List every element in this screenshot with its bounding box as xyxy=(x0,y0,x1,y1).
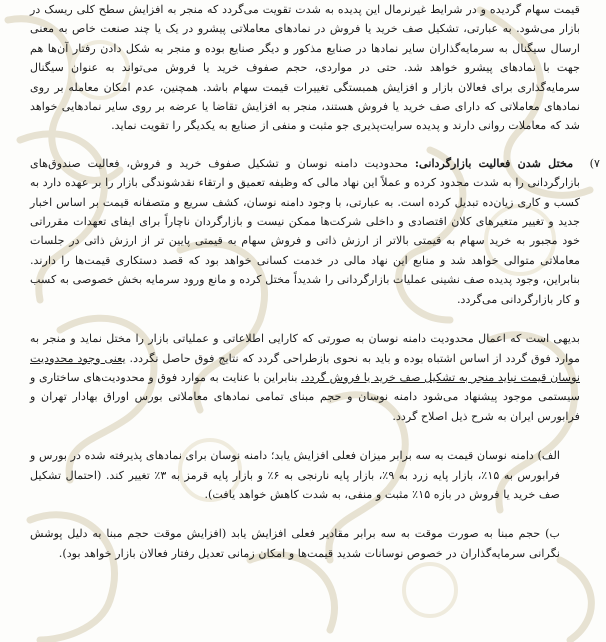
section-b-paragraph: ب) حجم مبنا به صورت موقت به سه برابر مقادیر فعلی افزایش یابد (افزایش موقت حجم مبنا به دلیل پوشش نگرانی سرمایه‌گذاران در خصوص نوسانات شدید قیمت‌ها و امکان زمانی تعدیل رفتار فعالان بازار خواهد بود). xyxy=(30,527,560,560)
conclusion-part-1: بدیهی است که اعمال محدودیت دامنه نوسان به صورتی که کارایی اطلاعاتی و عملیاتی بازار را مختل نماید و منجر به موارد فوق گردد از اساس اشتباه بوده و باید به نحوی بازطراحی گردد که نتایج فوق حاصل نگردد. xyxy=(30,332,580,365)
intro-paragraph: قیمت سهام گردیده و در شرایط غیرنرمال این پدیده به شدت تقویت می‌گردد که منجر به افزایش سطح کلی ریسک در بازار می‌شود. به عبارتی، تشکیل صف خرید یا فروش در نمادهای معاملاتی پیشرو در یک یا چند صنعت خاص به معنی ارسال سیگنال به سرمایه‌گذاران سایر نمادها در صنایع مذکور و دیگر صنایع بوده و منجر به شکل دادن رفتار آن‌ها هم جهت با نمادهای پیشرو خواهد شد. حتی در مواردی، حجم صفوف خرید یا فروش می‌تواند به عنوان سیگنال سرمایه‌گذاری برای فعالان بازار و افزایش همبستگی تغییرات قیمت سهام باشد. همچنین، عدم امکان معامله بر روی نمادهای معاملاتی که دارای صف خرید یا فروش هستند، منجر به افزایش تقاضا یا عرضه بر روی سایر نمادهایی خواهد شد که معاملات روانی دارند و پدیده سرایت‌پذیری جو مثبت و منفی از صنایع به یکدیگر را تقویت نماید. xyxy=(30,3,580,133)
item-7-number: ۷) xyxy=(589,156,600,170)
item-7-body: محدودیت دامنه نوسان و تشکیل صفوف خرید و فروش، فعالیت صندوق‌های بازارگردانی را به شدت محدود کرده و عملاً این نهاد مالی که وظیفه تعمیق و ارتقاء نقدشوندگی بازار را بر عهده دارد به کسب و کاری زیان‌ده تبدیل کرده است. به عبارتی، با وجود دامنه نوسان، کشف سریع و متصفانه قیمت بر اساس اخبار جدید و تغییر متغیرهای کلان اقتصادی و داخلی شرکت‌ها ممکن نیست و بازارگردان ناچاراً برای ایفای تعهدات مقرراتی خود مجبور به خرید سهام به قیمتی بالاتر از ارزش ذاتی و فروش سهام به قیمتی پایین تر از ارزش ذاتی در جلسات معاملاتی متوالی خواهد شد و منابع این نهاد مالی در خدمت کسانی خواهد بود که قصد دستکاری قیمت‌ها را دارند. بنابراین، وجود پدیده صف نشینی عملیات بازارگردانی را شدیداً مختل کرده و مانع ورود سرمایه بخش خصوصی به کسب و کار بازارگردانی می‌گردد. xyxy=(30,156,580,306)
item-7-paragraph xyxy=(30,154,600,309)
conclusion-paragraph xyxy=(30,329,580,426)
item-7-title: مختل شدن فعالیت بازارگردانی: xyxy=(414,155,574,170)
conclusion-underlined: یعنی وجود محدودیت نوسان قیمت نباید منجر به تشکیل صف خرید یا فروش گردد. xyxy=(30,351,580,384)
document-body xyxy=(30,0,600,563)
conclusion-part-2: بنابراین با عنایت به موارد فوق و محدودیت‌های ساختاری و سیستمی موجود پیشنهاد می‌شود دامنه نوسان و حجم مبنای تمامی نمادهای معاملاتی بورس اوراق بهادار تهران و فرابورس ایران به شرح ذیل اصلاح گردد. xyxy=(30,370,580,423)
section-a-paragraph: الف) دامنه نوسان قیمت به سه برابر میزان فعلی افزایش یابد؛ دامنه نوسان برای نمادهای پذیرفته شده در بورس و فرابورس به ۱۵٪، بازار پایه زرد به ۹٪، بازار پایه نارنجی به ۶٪ و بازار پایه قرمز به ۳٪ تغییر کند. (احتمال تشکیل صف خرید یا فروش در بازه ۱۵٪ مثبت و منفی، به شدت کاهش خواهد یافت). xyxy=(30,449,560,501)
